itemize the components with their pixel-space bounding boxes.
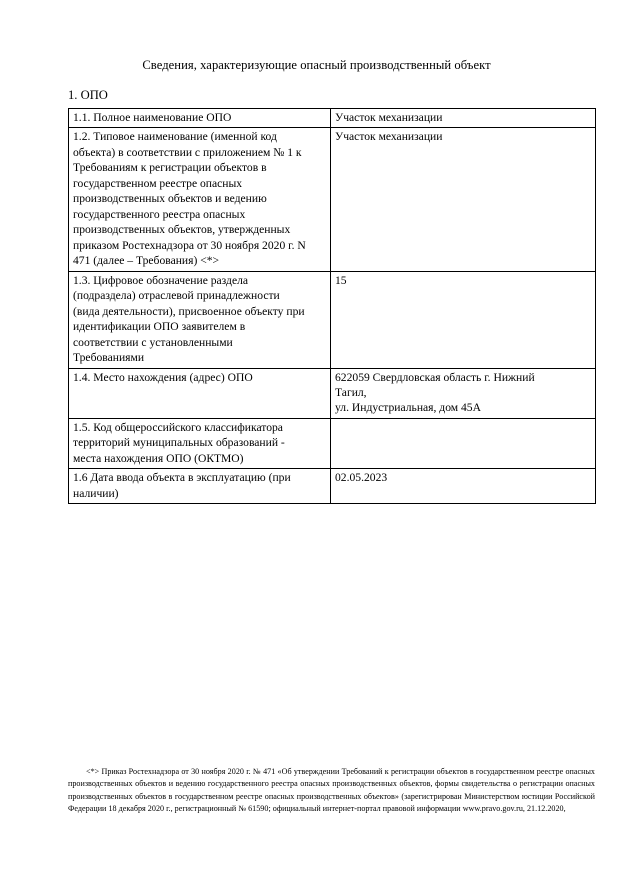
cell-line: ул. Индустриальная, дом 45А bbox=[335, 401, 481, 415]
cell-line: 471 (далее – Требования) <*> bbox=[73, 254, 220, 268]
cell-line: 622059 Свердловская область г. Нижний bbox=[335, 370, 535, 384]
cell-line: территорий муниципальных образований - bbox=[73, 436, 285, 450]
cell-line: 1.3. Цифровое обозначение раздела bbox=[73, 273, 249, 287]
cell-line: Требованиями bbox=[73, 351, 145, 365]
table-cell-value bbox=[331, 109, 596, 128]
cell-line: объекта) в соответствии с приложением № 1 к bbox=[73, 145, 302, 159]
cell-line: 02.05.2023 bbox=[335, 471, 388, 485]
page-title: Сведения, характеризующие опасный производственный объект bbox=[142, 58, 491, 72]
table-cell-label bbox=[69, 418, 331, 468]
table-cell-value bbox=[331, 368, 596, 418]
cell-line: (подраздела) отраслевой принадлежности bbox=[73, 289, 280, 303]
table-row bbox=[69, 109, 596, 128]
table-cell-label bbox=[69, 469, 331, 504]
cell-line: (вида деятельности), присвоенное объекту при bbox=[73, 304, 305, 318]
cell-line: приказом Ростехнадзора от 30 ноября 2020 г. N bbox=[73, 238, 306, 252]
opo-table-body bbox=[69, 109, 596, 504]
cell-line bbox=[335, 420, 591, 435]
table-cell-label bbox=[69, 368, 331, 418]
table-row bbox=[69, 469, 596, 504]
cell-line: 1.4. Место нахождения (адрес) ОПО bbox=[73, 370, 253, 384]
cell-line: соответствии с установленными bbox=[73, 335, 233, 349]
footnote-text: <*> Приказ Ростехнадзора от 30 ноября 2020 г. № 471 «Об утверждении Требований к регистрации объектов в государственном реестре опасных производственных объектов и ведению государственного реестра опасных производственных объектов, формы свидетельства о регистрации опасных производственных объектов в государственном реестре опасных производственных объектов» (зарегистрирован Министерством юстиции Российской Федерации 18 декабря 2020 г., регистрационный № 61590; официальный интернет-портал правовой информации www.pravo.gov.ru, 21.12.2020, bbox=[68, 767, 595, 813]
table-cell-label bbox=[69, 128, 331, 271]
table-cell-value bbox=[331, 128, 596, 271]
cell-line: Тагил, bbox=[335, 385, 367, 399]
table-cell-label bbox=[69, 271, 331, 368]
cell-line: 15 bbox=[335, 273, 347, 287]
opo-details-table bbox=[68, 108, 596, 504]
table-cell-value bbox=[331, 469, 596, 504]
cell-line: Участок механизации bbox=[335, 130, 443, 144]
cell-line: идентификации ОПО заявителем в bbox=[73, 320, 246, 334]
cell-line: Участок механизации bbox=[335, 111, 443, 124]
cell-line: 1.2. Типовое наименование (именной код bbox=[73, 130, 277, 144]
cell-line: государственном реестре опасных bbox=[73, 176, 243, 190]
table-cell-label bbox=[69, 109, 331, 128]
section-heading-opo: 1. ОПО bbox=[68, 88, 108, 102]
table-row bbox=[69, 128, 596, 271]
cell-line: 1.6 Дата ввода объекта в эксплуатацию (при bbox=[73, 471, 291, 485]
cell-line: Требованиям к регистрации объектов в bbox=[73, 161, 267, 175]
cell-line: производственных объектов и ведению bbox=[73, 192, 267, 206]
cell-line: 1.5. Код общероссийского классификатора bbox=[73, 420, 283, 434]
cell-line: наличии) bbox=[73, 486, 119, 500]
cell-line: государственного реестра опасных bbox=[73, 207, 246, 221]
table-row bbox=[69, 368, 596, 418]
table-cell-value bbox=[331, 418, 596, 468]
table-cell-value bbox=[331, 271, 596, 368]
cell-line: 1.1. Полное наименование ОПО bbox=[73, 111, 232, 124]
table-row bbox=[69, 418, 596, 468]
cell-line: производственных объектов, утвержденных bbox=[73, 223, 291, 237]
cell-line: места нахождения ОПО (ОКТМО) bbox=[73, 451, 244, 465]
table-row bbox=[69, 271, 596, 368]
